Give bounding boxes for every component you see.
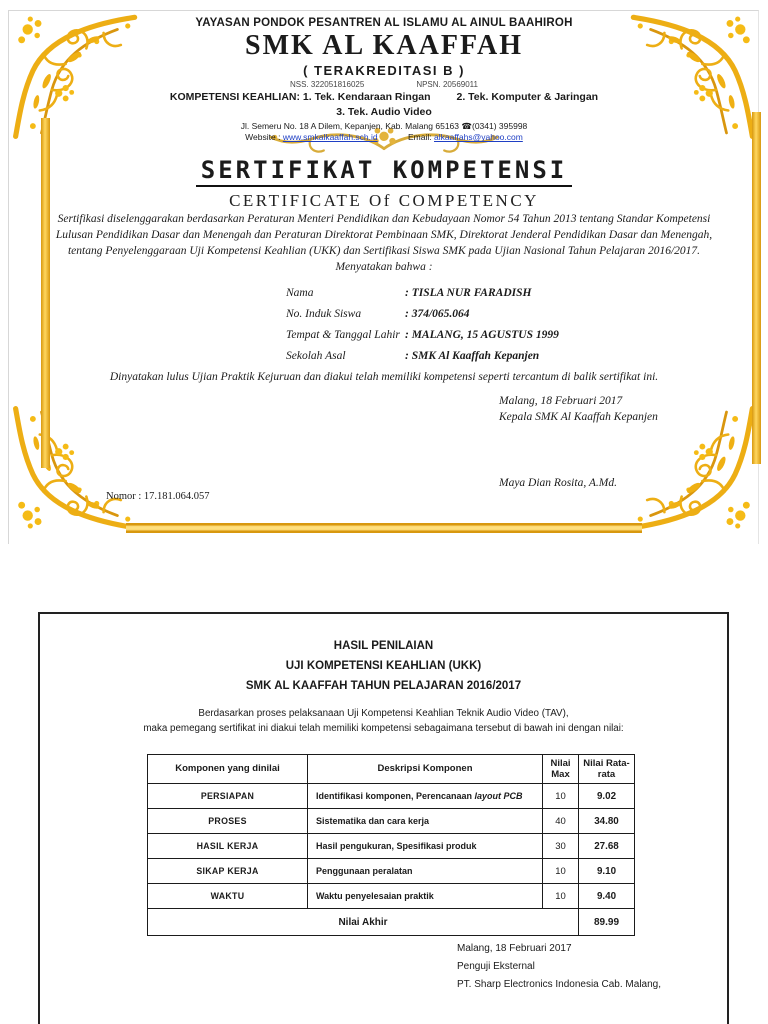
cell-deskripsi: Identifikasi komponen, Perencanaan layout PCB: [308, 784, 543, 809]
table-row: [148, 809, 635, 834]
results-intro-line2: maka pemegang sertifikat ini diakui telah memiliki kompetensi sebagaimana tersebut di bawah ini dengan nilai:: [143, 723, 624, 734]
cell-nilai-max: 30: [543, 834, 579, 859]
field-value: : TISLA NUR FARADISH: [405, 286, 532, 299]
cell-deskripsi: Penggunaan peralatan: [308, 859, 543, 884]
results-heading: [40, 636, 727, 696]
results-heading-line2: UJI KOMPETENSI KEAHLIAN (UKK): [285, 660, 482, 672]
cell-nilai-rata: 9.02: [579, 784, 635, 809]
competency-majors-line2: 3. Tek. Audio Video: [336, 105, 432, 118]
email-label: Email:: [408, 132, 432, 143]
field-value: : 374/065.064: [405, 307, 470, 320]
cell-komponen: PROSES: [148, 809, 308, 834]
signer-name: Maya Dian Rosita, A.Md.: [499, 477, 617, 489]
cell-nilai-max: 40: [543, 809, 579, 834]
competency-majors-line1: KOMPETENSI KEAHLIAN: 1. Tek. Kendaraan Ringan 2. Tek. Komputer & Jaringan: [169, 91, 599, 104]
results-intro: [40, 706, 727, 736]
header-nilai-max: Nilai Max: [543, 755, 579, 784]
website-link[interactable]: www.smkalkaaffah.sch.id: [282, 132, 378, 143]
certificate-subtitle: CERTIFICATE Of COMPETENCY: [229, 191, 539, 210]
corner-flourish-bottom-left-icon: [7, 400, 145, 538]
cell-komponen: WAKTU: [148, 884, 308, 909]
website-label: Website :: [245, 132, 281, 143]
table-final-row: [148, 909, 635, 936]
table-row: [148, 834, 635, 859]
field-value: : SMK Al Kaaffah Kepanjen: [405, 349, 540, 362]
accreditation-line: ( TERAKREDITASI B ): [303, 63, 465, 79]
score-table: [147, 754, 635, 936]
header-komponen: Komponen yang dinilai: [148, 755, 308, 784]
cell-komponen: SIKAP KERJA: [148, 859, 308, 884]
sign-place-date: Malang, 18 Februari 2017: [499, 395, 623, 407]
certificate-serial-number: Nomor : 17.181.064.057: [106, 491, 210, 502]
contact-links-line: [0, 132, 768, 143]
cell-nilai-max: 10: [543, 884, 579, 909]
phone-icon: ☎: [461, 120, 472, 131]
npsn-number: NPSN. 20569011: [416, 80, 478, 90]
cell-deskripsi: Hasil pengukuran, Spesifikasi produk: [308, 834, 543, 859]
legal-basis-paragraph: Sertifikasi diselenggarakan berdasarkan Peraturan Menteri Pendidikan dan Kebudayaan Nomor 54 Tahun 2013 tentang Standar Kompetensi Lulusan Pendidikan Dasar dan Menengah dan Peraturan Direktorat Pembinaan SMK, Direktorat Jenderal Pendidikan Dasar dan Menengah, tentang Penyelenggaraan Uji Kompetensi Keahlian (UKK) dan Sertifikasi Siswa SMK pada Ujian Nasional Tahun Pelajaran 2016/2017.: [55, 213, 713, 257]
phone-number: (0341) 395998: [471, 120, 528, 131]
field-label: No. Induk Siswa: [286, 307, 362, 320]
field-label: Tempat & Tanggal Lahir: [286, 328, 400, 341]
certificate-title-block: [0, 156, 768, 211]
pass-statement: Dinyatakan lulus Ujian Praktik Kejuruan dan diakui telah memiliki kompetensi seperti tercantum di balik sertifikat ini.: [109, 371, 659, 383]
results-page: [38, 612, 729, 1024]
table-row: [148, 859, 635, 884]
school-name: SMK AL KAAFFAH: [245, 30, 523, 62]
foundation-name: YAYASAN PONDOK PESANTREN AL ISLAMU AL AINUL BAAHIROH: [195, 17, 573, 29]
field-label: Sekolah Asal: [286, 349, 346, 362]
certificate-title: SERTIFIKAT KOMPETENSI: [196, 156, 572, 187]
field-row-sekolah: [286, 345, 559, 366]
sign-place-date: Malang, 18 Februari 2017: [457, 943, 572, 954]
declaration-intro: Menyatakan bahwa :: [335, 261, 433, 273]
header-nilai-rata: Nilai Rata-rata: [579, 755, 635, 784]
cell-deskripsi: Waktu penyelesaian praktik: [308, 884, 543, 909]
cell-komponen: HASIL KERJA: [148, 834, 308, 859]
field-value: : MALANG, 15 AGUSTUS 1999: [405, 328, 559, 341]
results-intro-line1: Berdasarkan proses pelaksanaan Uji Kompetensi Keahlian Teknik Audio Video (TAV),: [198, 708, 569, 719]
sign-role: Penguji Eksternal: [457, 961, 535, 972]
field-label: Nama: [286, 286, 314, 299]
cell-nilai-max: 10: [543, 859, 579, 884]
cell-deskripsi: Sistematika dan cara kerja: [308, 809, 543, 834]
signature-block-headmaster: [499, 393, 658, 425]
field-row-nis: [286, 303, 559, 324]
header-deskripsi: Deskripsi Komponen: [308, 755, 543, 784]
results-heading-line3: SMK AL KAAFFAH TAHUN PELAJARAN 2016/2017: [245, 680, 522, 692]
email-link[interactable]: alkaaffahs@yahoo.com: [434, 132, 523, 143]
sign-company: PT. Sharp Electronics Indonesia Cab. Malang,: [457, 979, 661, 990]
table-row: [148, 784, 635, 809]
field-row-nama: [286, 282, 559, 303]
cell-komponen: PERSIAPAN: [148, 784, 308, 809]
gold-border-bar-bottom: [126, 523, 642, 533]
signature-block-examiner: [457, 940, 661, 994]
letterhead: [0, 16, 768, 143]
cell-nilai-rata: 9.10: [579, 859, 635, 884]
field-row-ttl: [286, 324, 559, 345]
sign-role: Kepala SMK Al Kaaffah Kepanjen: [499, 411, 658, 423]
student-fields: [286, 282, 559, 366]
registration-numbers: [0, 80, 768, 90]
school-address: Jl. Semeru No. 18 A Dilem, Kepanjen, Kab. Malang 65163 ☎(0341) 395998: [240, 120, 528, 131]
cell-nilai-max: 10: [543, 784, 579, 809]
cell-nilai-rata: 9.40: [579, 884, 635, 909]
final-score-label: Nilai Akhir: [148, 909, 579, 936]
results-heading-line1: HASIL PENILAIAN: [333, 640, 434, 652]
table-row: [148, 884, 635, 909]
cell-nilai-rata: 34.80: [579, 809, 635, 834]
cell-nilai-rata: 27.68: [579, 834, 635, 859]
table-header-row: [148, 755, 635, 784]
nss-number: NSS. 322051816025: [290, 80, 365, 90]
final-score-value: 89.99: [579, 909, 635, 936]
